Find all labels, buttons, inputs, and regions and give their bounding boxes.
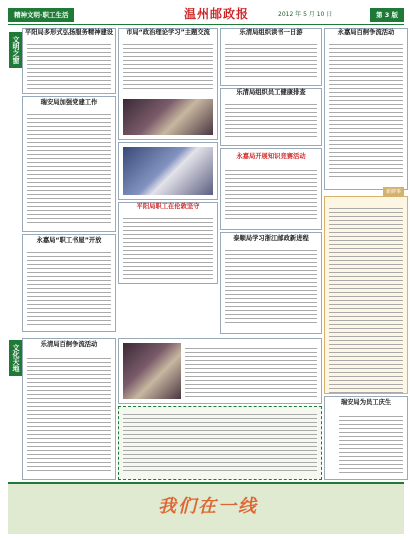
headline: 瑞安局为员工庆生 bbox=[340, 399, 392, 406]
headline: 永嘉局百舸争流活动 bbox=[337, 29, 395, 36]
article-9 bbox=[220, 148, 322, 230]
page-header bbox=[8, 8, 404, 22]
headline: 泰顺局学习浙江邮政新进程 bbox=[233, 235, 309, 242]
date-line: 2012 年 5 月 10 日 bbox=[278, 11, 333, 18]
headline: 乐清局组织员工健康排查 bbox=[236, 89, 306, 96]
article-14 bbox=[324, 396, 408, 480]
side-label-left-bottom: 文化天地 bbox=[9, 340, 23, 376]
headline: 市局“政治理论学习”主题交流 bbox=[126, 29, 210, 36]
sidebar-title: 新鲜事 bbox=[383, 187, 404, 196]
article-13 bbox=[118, 338, 322, 404]
article-4 bbox=[118, 28, 218, 140]
page-number: 第 3 版 bbox=[370, 8, 404, 22]
article-7 bbox=[220, 28, 322, 86]
article-1 bbox=[22, 28, 116, 94]
footer-slogan: 我们在一线 bbox=[158, 496, 258, 517]
sidebar-box bbox=[324, 189, 408, 394]
article-12 bbox=[22, 338, 116, 480]
headline: 乐清局组织读书一日游 bbox=[239, 29, 303, 36]
headline: 永嘉局开展知识竞赛活动 bbox=[236, 153, 306, 160]
section-tag: 精神文明·职工生活 bbox=[8, 8, 74, 22]
article-photo bbox=[123, 147, 213, 195]
header-rule bbox=[8, 24, 404, 25]
notice-box bbox=[118, 406, 322, 480]
article-10 bbox=[220, 232, 322, 334]
headline: 乐清局百舸争流活动 bbox=[40, 341, 98, 348]
article-5 bbox=[118, 142, 218, 200]
article-8 bbox=[220, 88, 322, 146]
article-photo bbox=[123, 343, 181, 399]
article-11 bbox=[324, 28, 408, 190]
headline: 永嘉局“职工书屋”开放 bbox=[36, 237, 102, 244]
article-2 bbox=[22, 96, 116, 232]
article-6 bbox=[118, 202, 218, 284]
side-label-left-top: 文明之窗 bbox=[9, 32, 23, 68]
article-3 bbox=[22, 234, 116, 332]
masthead: 温州邮政报 bbox=[184, 7, 250, 21]
headline: 瑞安局加强党建工作 bbox=[40, 99, 98, 106]
headline: 平阳局职工在伦敦坚守 bbox=[136, 203, 200, 210]
footer-banner bbox=[8, 482, 404, 534]
headline: 平阳局多形式弘扬服务精神建设 bbox=[24, 29, 114, 36]
article-photo bbox=[123, 99, 213, 135]
